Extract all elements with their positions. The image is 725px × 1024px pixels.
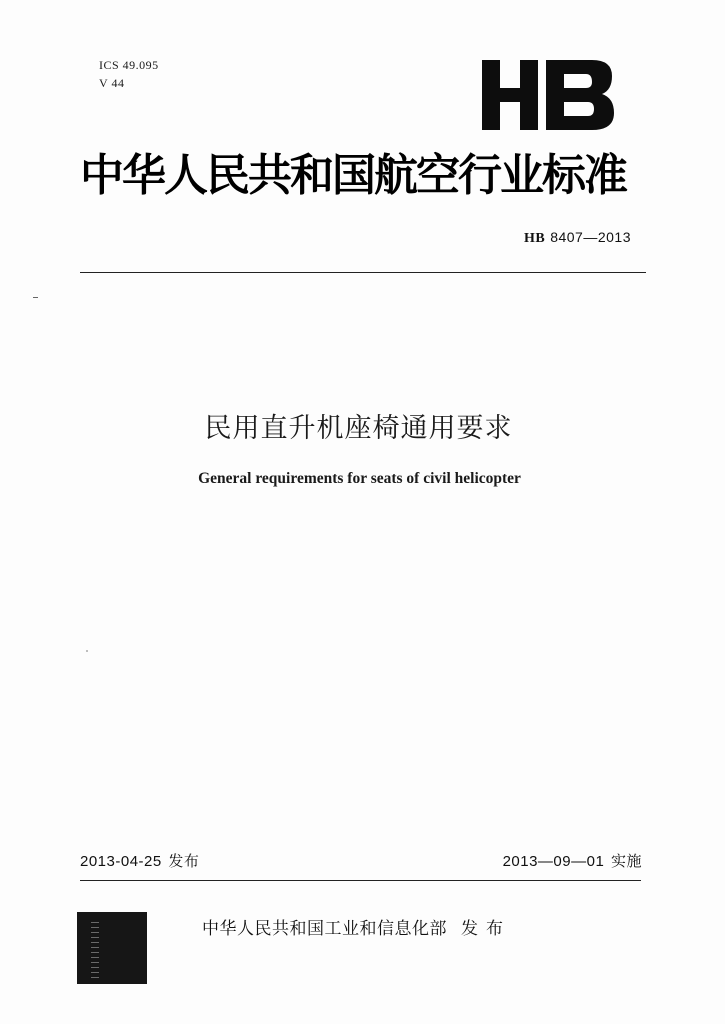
- footer-divider: [80, 880, 641, 881]
- implementation-date: 2013—09—01: [502, 853, 605, 870]
- standard-number: [524, 229, 631, 247]
- header-divider: [80, 272, 646, 273]
- hb-logo: [480, 60, 615, 136]
- document-title-en: General requirements for seats of civil helicopter: [198, 470, 521, 487]
- publisher-line: [202, 914, 511, 939]
- ccs-code: V 44: [99, 76, 125, 90]
- publisher-emblem: [77, 912, 147, 984]
- ics-code: ICS 49.095: [99, 58, 159, 72]
- publisher-name: 中华人民共和国工业和信息化部: [202, 919, 447, 939]
- standard-title: 中华人民共和国航空行业标准: [80, 150, 626, 201]
- issue-date: 2013-04-25: [80, 853, 162, 870]
- implementation-label: 实施: [610, 852, 642, 870]
- margin-mark: [33, 297, 38, 298]
- issue-label: 发布: [168, 852, 200, 870]
- classification-codes: [99, 56, 159, 92]
- issue-date-line: [80, 850, 199, 871]
- emblem-stripes: [91, 922, 99, 980]
- publish-label: 发布: [461, 919, 511, 939]
- scan-speck: [86, 650, 88, 652]
- standard-number-value: 8407—2013: [550, 229, 631, 245]
- standard-prefix: HB: [523, 231, 546, 246]
- implementation-date-line: [503, 850, 642, 871]
- document-title-cn: 民用直升机座椅通用要求: [204, 413, 513, 444]
